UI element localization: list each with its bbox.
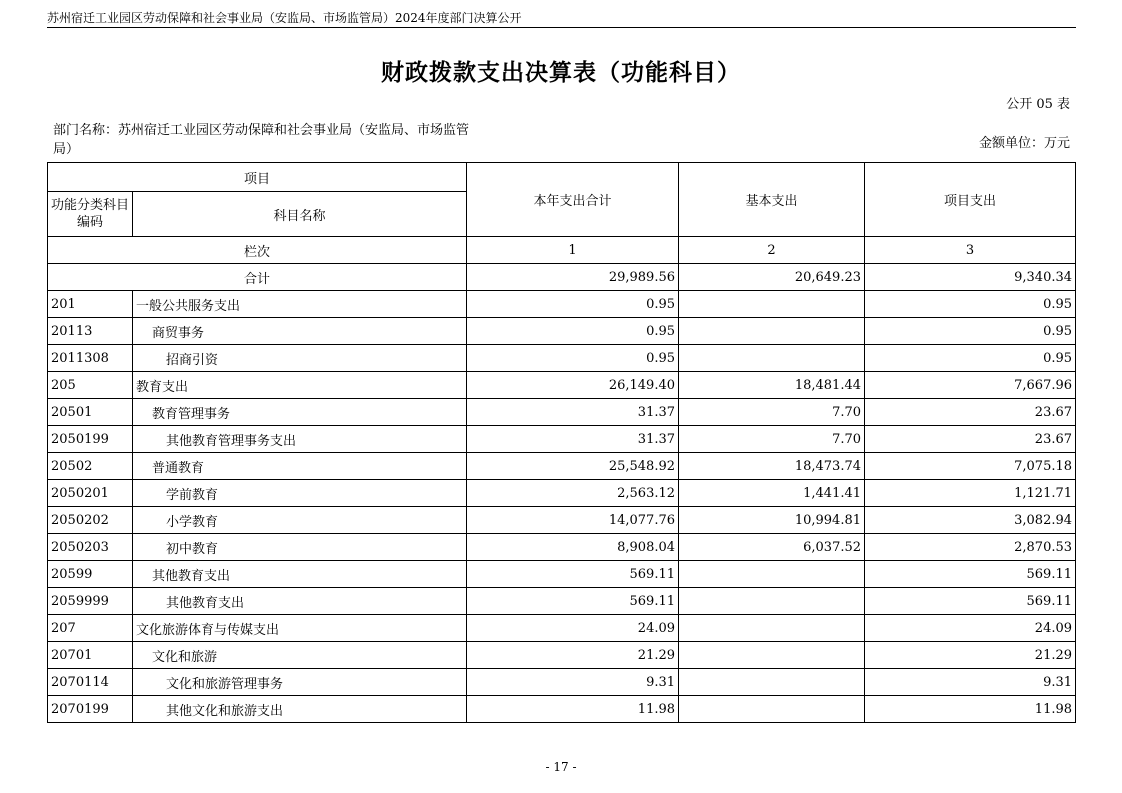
table-row: [48, 318, 1076, 345]
row-name: 初中教育: [133, 534, 467, 561]
row-basic: 7.70: [679, 426, 865, 453]
page-title: 财政拨款支出决算表（功能科目）: [381, 59, 741, 86]
row-basic: [679, 318, 865, 345]
table-row: [48, 615, 1076, 642]
row-basic: [679, 669, 865, 696]
table-row: [48, 291, 1076, 318]
table-row: [48, 561, 1076, 588]
row-code: 20502: [48, 453, 133, 480]
table-row: [48, 642, 1076, 669]
table-row: [48, 588, 1076, 615]
row-name: 文化和旅游: [133, 642, 467, 669]
department-name: 部门名称：苏州宿迁工业园区劳动保障和社会事业局（安监局、市场监管局）: [53, 123, 470, 157]
row-total: 2,563.12: [467, 480, 679, 507]
row-project: 0.95: [865, 291, 1076, 318]
row-name: 一般公共服务支出: [133, 291, 467, 318]
row-total: 9.31: [467, 669, 679, 696]
total-label: 合计: [48, 264, 467, 291]
page-number: - 17 -: [545, 760, 577, 774]
row-project: 7,667.96: [865, 372, 1076, 399]
row-project: 7,075.18: [865, 453, 1076, 480]
row-code: 2050199: [48, 426, 133, 453]
total-project: 9,340.34: [865, 264, 1076, 291]
header-rule: [47, 27, 1076, 28]
row-basic: [679, 561, 865, 588]
table-row: [48, 426, 1076, 453]
row-project: 1,121.71: [865, 480, 1076, 507]
row-code: 20113: [48, 318, 133, 345]
table-row: [48, 453, 1076, 480]
row-basic: [679, 642, 865, 669]
table-row: [48, 399, 1076, 426]
row-basic: 18,481.44: [679, 372, 865, 399]
row-code: 201: [48, 291, 133, 318]
amount-unit: 金额单位：万元: [978, 136, 1070, 151]
expenditure-table: [47, 162, 1076, 723]
row-project: 11.98: [865, 696, 1076, 723]
row-name: 其他教育管理事务支出: [133, 426, 467, 453]
row-basic: 18,473.74: [679, 453, 865, 480]
table-row: [48, 480, 1076, 507]
row-project: 0.95: [865, 345, 1076, 372]
row-total: 25,548.92: [467, 453, 679, 480]
row-code: 2059999: [48, 588, 133, 615]
table-row: [48, 669, 1076, 696]
table-row: [48, 372, 1076, 399]
col-index-1: 1: [467, 237, 679, 264]
row-basic: 7.70: [679, 399, 865, 426]
total-row: [48, 264, 1076, 291]
row-total: 14,077.76: [467, 507, 679, 534]
row-project: 9.31: [865, 669, 1076, 696]
row-basic: 6,037.52: [679, 534, 865, 561]
row-name: 其他教育支出: [133, 561, 467, 588]
row-code: 20501: [48, 399, 133, 426]
col-index-3: 3: [865, 237, 1076, 264]
row-total: 11.98: [467, 696, 679, 723]
row-code: 20701: [48, 642, 133, 669]
row-basic: [679, 345, 865, 372]
row-project: 2,870.53: [865, 534, 1076, 561]
row-total: 8,908.04: [467, 534, 679, 561]
row-name: 商贸事务: [133, 318, 467, 345]
row-basic: 1,441.41: [679, 480, 865, 507]
total-amount: 29,989.56: [467, 264, 679, 291]
row-name: 普通教育: [133, 453, 467, 480]
row-code: 2050201: [48, 480, 133, 507]
row-project: 569.11: [865, 588, 1076, 615]
row-total: 0.95: [467, 291, 679, 318]
running-header: 苏州宿迁工业园区劳动保障和社会事业局（安监局、市场监管局）2024年度部门决算公开: [47, 11, 522, 25]
header-subject-name: 科目名称: [133, 192, 467, 237]
row-project: 23.67: [865, 399, 1076, 426]
col-index-label: 栏次: [48, 237, 467, 264]
row-code: 20599: [48, 561, 133, 588]
row-basic: [679, 615, 865, 642]
table-row: [48, 507, 1076, 534]
header-project: 项目支出: [865, 163, 1076, 237]
form-number: 公开 05 表: [1006, 97, 1070, 112]
row-total: 24.09: [467, 615, 679, 642]
header-func-code: 功能分类科目编码: [48, 192, 133, 237]
header-total: 本年支出合计: [467, 163, 679, 237]
row-name: 招商引资: [133, 345, 467, 372]
row-project: 3,082.94: [865, 507, 1076, 534]
header-basic: 基本支出: [679, 163, 865, 237]
row-project: 24.09: [865, 615, 1076, 642]
row-name: 其他教育支出: [133, 588, 467, 615]
row-name: 教育支出: [133, 372, 467, 399]
row-code: 2070114: [48, 669, 133, 696]
table-row: [48, 534, 1076, 561]
row-total: 31.37: [467, 399, 679, 426]
row-total: 569.11: [467, 588, 679, 615]
row-code: 2050203: [48, 534, 133, 561]
row-name: 教育管理事务: [133, 399, 467, 426]
row-name: 小学教育: [133, 507, 467, 534]
header-item: 项目: [48, 163, 467, 192]
row-code: 207: [48, 615, 133, 642]
row-total: 569.11: [467, 561, 679, 588]
row-project: 23.67: [865, 426, 1076, 453]
row-code: 2011308: [48, 345, 133, 372]
row-basic: 10,994.81: [679, 507, 865, 534]
row-total: 21.29: [467, 642, 679, 669]
row-code: 2050202: [48, 507, 133, 534]
row-total: 0.95: [467, 345, 679, 372]
col-index-2: 2: [679, 237, 865, 264]
row-project: 0.95: [865, 318, 1076, 345]
table-row: [48, 696, 1076, 723]
row-code: 2070199: [48, 696, 133, 723]
row-name: 学前教育: [133, 480, 467, 507]
row-name: 其他文化和旅游支出: [133, 696, 467, 723]
row-name: 文化和旅游管理事务: [133, 669, 467, 696]
row-project: 569.11: [865, 561, 1076, 588]
row-basic: [679, 291, 865, 318]
row-basic: [679, 696, 865, 723]
row-name: 文化旅游体育与传媒支出: [133, 615, 467, 642]
row-total: 0.95: [467, 318, 679, 345]
total-basic: 20,649.23: [679, 264, 865, 291]
header-row-1: [48, 163, 1076, 192]
row-total: 26,149.40: [467, 372, 679, 399]
row-basic: [679, 588, 865, 615]
table-row: [48, 345, 1076, 372]
column-index-row: [48, 237, 1076, 264]
row-code: 205: [48, 372, 133, 399]
row-total: 31.37: [467, 426, 679, 453]
row-project: 21.29: [865, 642, 1076, 669]
